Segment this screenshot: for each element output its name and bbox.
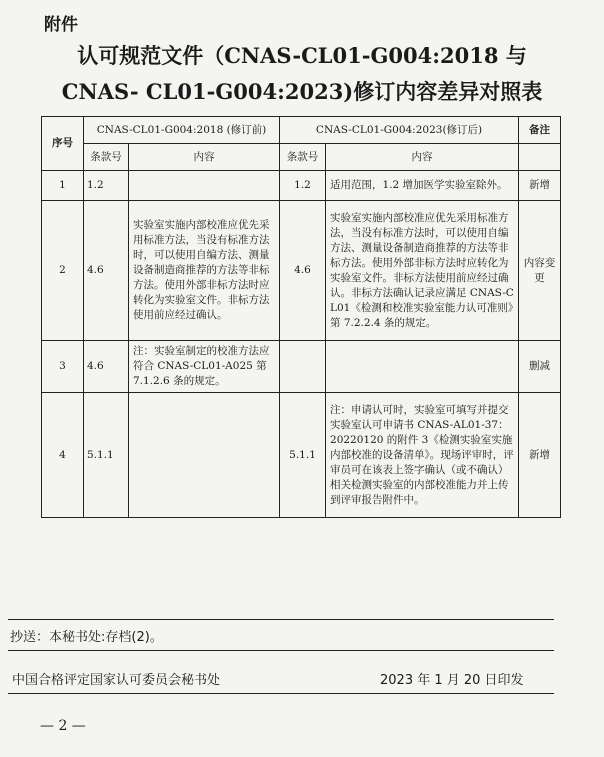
row-seq: 2: [42, 201, 84, 341]
footer-divider-bottom: [8, 693, 554, 694]
header-note: 备注: [519, 117, 561, 144]
row-old-clause: 5.1.1: [84, 393, 129, 518]
row-old-content: 注：实验室制定的校准方法应符合 CNAS-CL01-A025 第 7.1.2.6 条的规定。: [129, 341, 280, 393]
table-subheader-row: [42, 144, 561, 171]
subheader-old-clause: 条款号: [84, 144, 129, 171]
row-old-content: 实验室实施内部校准应优先采用标准方法，当没有标准方法时，可以使用自编方法、测量设备制造商推荐的方法等非标方法。使用外部非标方法时应转化为实验室文件。非标方法使用前应经过确认。: [129, 201, 280, 341]
footer-divider-middle: [8, 650, 554, 651]
row-note: 删减: [519, 341, 561, 393]
header-new-version: CNAS-CL01-G004:2023(修订后): [280, 117, 519, 144]
row-new-content: [326, 341, 519, 393]
table-header-row: [42, 117, 561, 144]
table-row: [42, 201, 561, 341]
row-seq: 3: [42, 341, 84, 393]
comparison-table: [41, 116, 561, 518]
row-old-clause: 4.6: [84, 341, 129, 393]
row-note: 新增: [519, 171, 561, 201]
header-old-version: CNAS-CL01-G004:2018 (修订前): [84, 117, 280, 144]
row-new-content: 适用范围，1.2 增加医学实验室除外。: [326, 171, 519, 201]
row-new-clause: 1.2: [280, 171, 326, 201]
table-row: [42, 341, 561, 393]
document-title-line-1: 认可规范文件（CNAS-CL01-G004:2018 与: [77, 43, 527, 68]
row-old-content: [129, 171, 280, 201]
row-new-clause: 4.6: [280, 201, 326, 341]
footer-divider-top: [8, 619, 554, 620]
subheader-new-content: 内容: [326, 144, 519, 171]
row-new-content: 注：申请认可时，实验室可填写并提交实验室认可申请书 CNAS-AL01-37：20220120 的附件 3《检测实验室实施内部校准的设备清单》。现场评审时，评审员可在该表上签字确认（或不确认）相关检测实验室的内部校准能力并上传到评审报告附件中。: [326, 393, 519, 518]
subheader-old-content: 内容: [129, 144, 280, 171]
issuer-name: 中国合格评定国家认可委员会秘书处: [12, 673, 221, 688]
document-title-line-2: CNAS- CL01-G004:2023)修订内容差异对照表: [61, 79, 543, 104]
header-seq: 序号: [42, 117, 84, 171]
row-old-content: [129, 393, 280, 518]
subheader-note: [519, 144, 561, 171]
subheader-new-clause: 条款号: [280, 144, 326, 171]
row-new-content: 实验室实施内部校准应优先采用标准方法，当没有标准方法时，可以使用自编方法、测量设备制造商推荐的方法等非标方法。使用外部非标方法时应转化为实验室文件。非标方法使用前应经过确认。非标方法确认记录应满足 CNAS-CL01《检测和校准实验室能力认可准则》第 7.2.2.4 条的规定。: [326, 201, 519, 341]
attachment-label: 附件: [44, 15, 78, 35]
cc-line: 抄送：本秘书处:存档(2)。: [10, 630, 163, 645]
row-seq: 1: [42, 171, 84, 201]
row-seq: 4: [42, 393, 84, 518]
row-new-clause: 5.1.1: [280, 393, 326, 518]
row-note: 内容变更: [519, 201, 561, 341]
row-note: 新增: [519, 393, 561, 518]
issue-date: 2023 年 1 月 20 日印发: [380, 673, 524, 688]
row-old-clause: 4.6: [84, 201, 129, 341]
table-row: [42, 171, 561, 201]
row-new-clause: [280, 341, 326, 393]
row-old-clause: 1.2: [84, 171, 129, 201]
page-number: — 2 —: [40, 718, 86, 734]
table-row: [42, 393, 561, 518]
